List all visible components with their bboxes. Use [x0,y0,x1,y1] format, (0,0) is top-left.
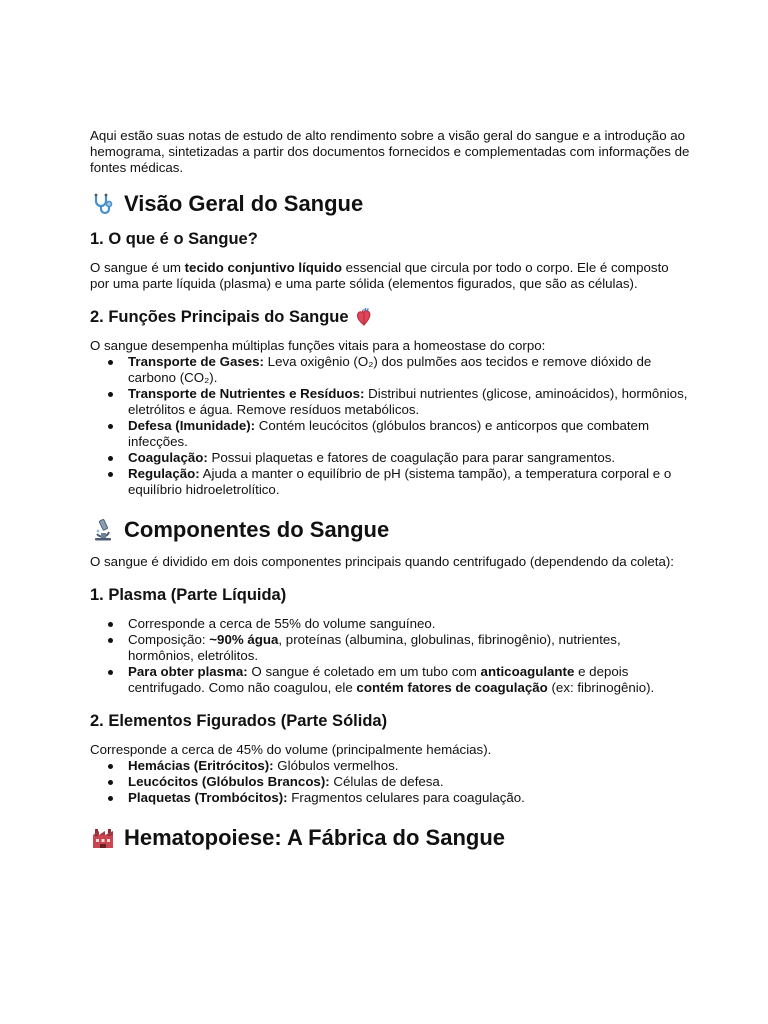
list-item-label: Transporte de Gases: [128,354,264,369]
stethoscope-icon [90,191,116,217]
list-item-text: Leva oxigênio (O₂) dos pulmões aos tecidos e remove dióxido de carbono (CO₂). [128,354,652,385]
text-run: e depois centrifugado. Como não coagulou, ele [128,664,629,695]
bold-text: tecido conjuntivo líquido [184,260,342,275]
list-item-text: Fragmentos celulares para coagulação. [287,790,525,805]
list-item [128,466,690,498]
list-item-text: Corresponde a cerca de 55% do volume sanguíneo. [128,616,436,631]
paragraph-o-que-e-sangue [90,260,690,292]
bold-text: ~90% água [209,632,279,647]
factory-icon [90,825,116,851]
heading-visao-geral [90,190,690,218]
list-item-label: Hemácias (Eritrócitos): [128,758,274,773]
subheading-elementos-figurados [90,710,690,732]
list-item [128,758,690,774]
heading-visao-geral-text: Visão Geral do Sangue [124,191,364,216]
list-item [128,354,690,386]
list-item-label: Defesa (Imunidade): [128,418,256,433]
text-run: Composição: [128,632,210,647]
text-run: (ex: fibrinogênio). [547,680,655,695]
list-item-label: Coagulação: [128,450,208,465]
subheading-o-que-e-sangue [90,228,690,250]
text-run: essencial que circula por todo o corpo. Ele é composto por uma parte líquida (plasma) e uma parte sólida (elementos figurados, que são as células). [90,260,669,291]
list-item-label: Plaquetas (Trombócitos): [128,790,288,805]
list-item [128,664,690,696]
list-item [128,632,690,664]
paragraph-funcoes-lead: O sangue desempenha múltiplas funções vitais para a homeostase do corpo: [90,338,546,353]
heading-hematopoiese [90,824,690,852]
text-run: , proteínas (albumina, globulinas, fibrinogênio), nutrientes, hormônios, eletrólitos. [128,632,621,663]
list-elementos-figurados [90,758,690,806]
list-item-text: Células de defesa. [329,774,444,789]
subheading-elementos-figurados-text: 2. Elementos Figurados (Parte Sólida) [90,712,388,730]
anatomical-heart-icon [355,308,373,326]
list-item [128,790,690,806]
bold-text: contém fatores de coagulação [356,680,548,695]
heading-componentes-text: Componentes do Sangue [124,517,390,542]
list-item-text: Glóbulos vermelhos. [273,758,399,773]
text-run: O sangue é um [90,260,185,275]
list-item [128,774,690,790]
heading-componentes [90,516,690,544]
list-item [128,616,690,632]
list-item-label: Leucócitos (Glóbulos Brancos): [128,774,330,789]
subheading-funcoes-text: 2. Funções Principais do Sangue [90,308,349,326]
subheading-o-que-e-sangue-text: 1. O que é o Sangue? [90,230,258,248]
list-item-label: Regulação: [128,466,200,481]
list-item-text: Distribui nutrientes (glicose, aminoácidos), hormônios, eletrólitos e água. Remove resíduos metabólicos. [128,386,688,417]
list-funcoes [90,354,690,498]
document-content [90,128,690,862]
list-item-text: Possui plaquetas e fatores de coagulação para parar sangramentos. [207,450,616,465]
list-item [128,386,690,418]
subheading-plasma-text: 1. Plasma (Parte Líquida) [90,586,287,604]
list-item-text: Ajuda a manter o equilíbrio de pH (sistema tampão), a temperatura corporal e o equilíbrio hidroeletrolítico. [128,466,672,497]
list-item [128,418,690,450]
paragraph-componentes-lead: O sangue é dividido em dois componentes principais quando centrifugado (dependendo da coleta): [90,554,674,569]
list-item [128,450,690,466]
intro-paragraph: Aqui estão suas notas de estudo de alto rendimento sobre a visão geral do sangue e a introdução ao hemograma, sintetizadas a partir dos documentos fornecidos e complementadas com informações de fontes médicas. [90,128,690,175]
list-item-label: Transporte de Nutrientes e Resíduos: [128,386,365,401]
heading-hematopoiese-text: Hematopoiese: A Fábrica do Sangue [124,825,506,850]
microscope-icon [90,517,116,543]
text-run: O sangue é coletado em um tubo com [247,664,481,679]
bold-text: Para obter plasma: [128,664,248,679]
list-plasma [90,616,690,696]
list-item-text: Contém leucócitos (glóbulos brancos) e anticorpos que combatem infecções. [128,418,650,449]
paragraph-elementos-lead: Corresponde a cerca de 45% do volume (principalmente hemácias). [90,742,492,757]
subheading-plasma [90,584,690,606]
subheading-funcoes [90,306,690,328]
bold-text: anticoagulante [480,664,575,679]
